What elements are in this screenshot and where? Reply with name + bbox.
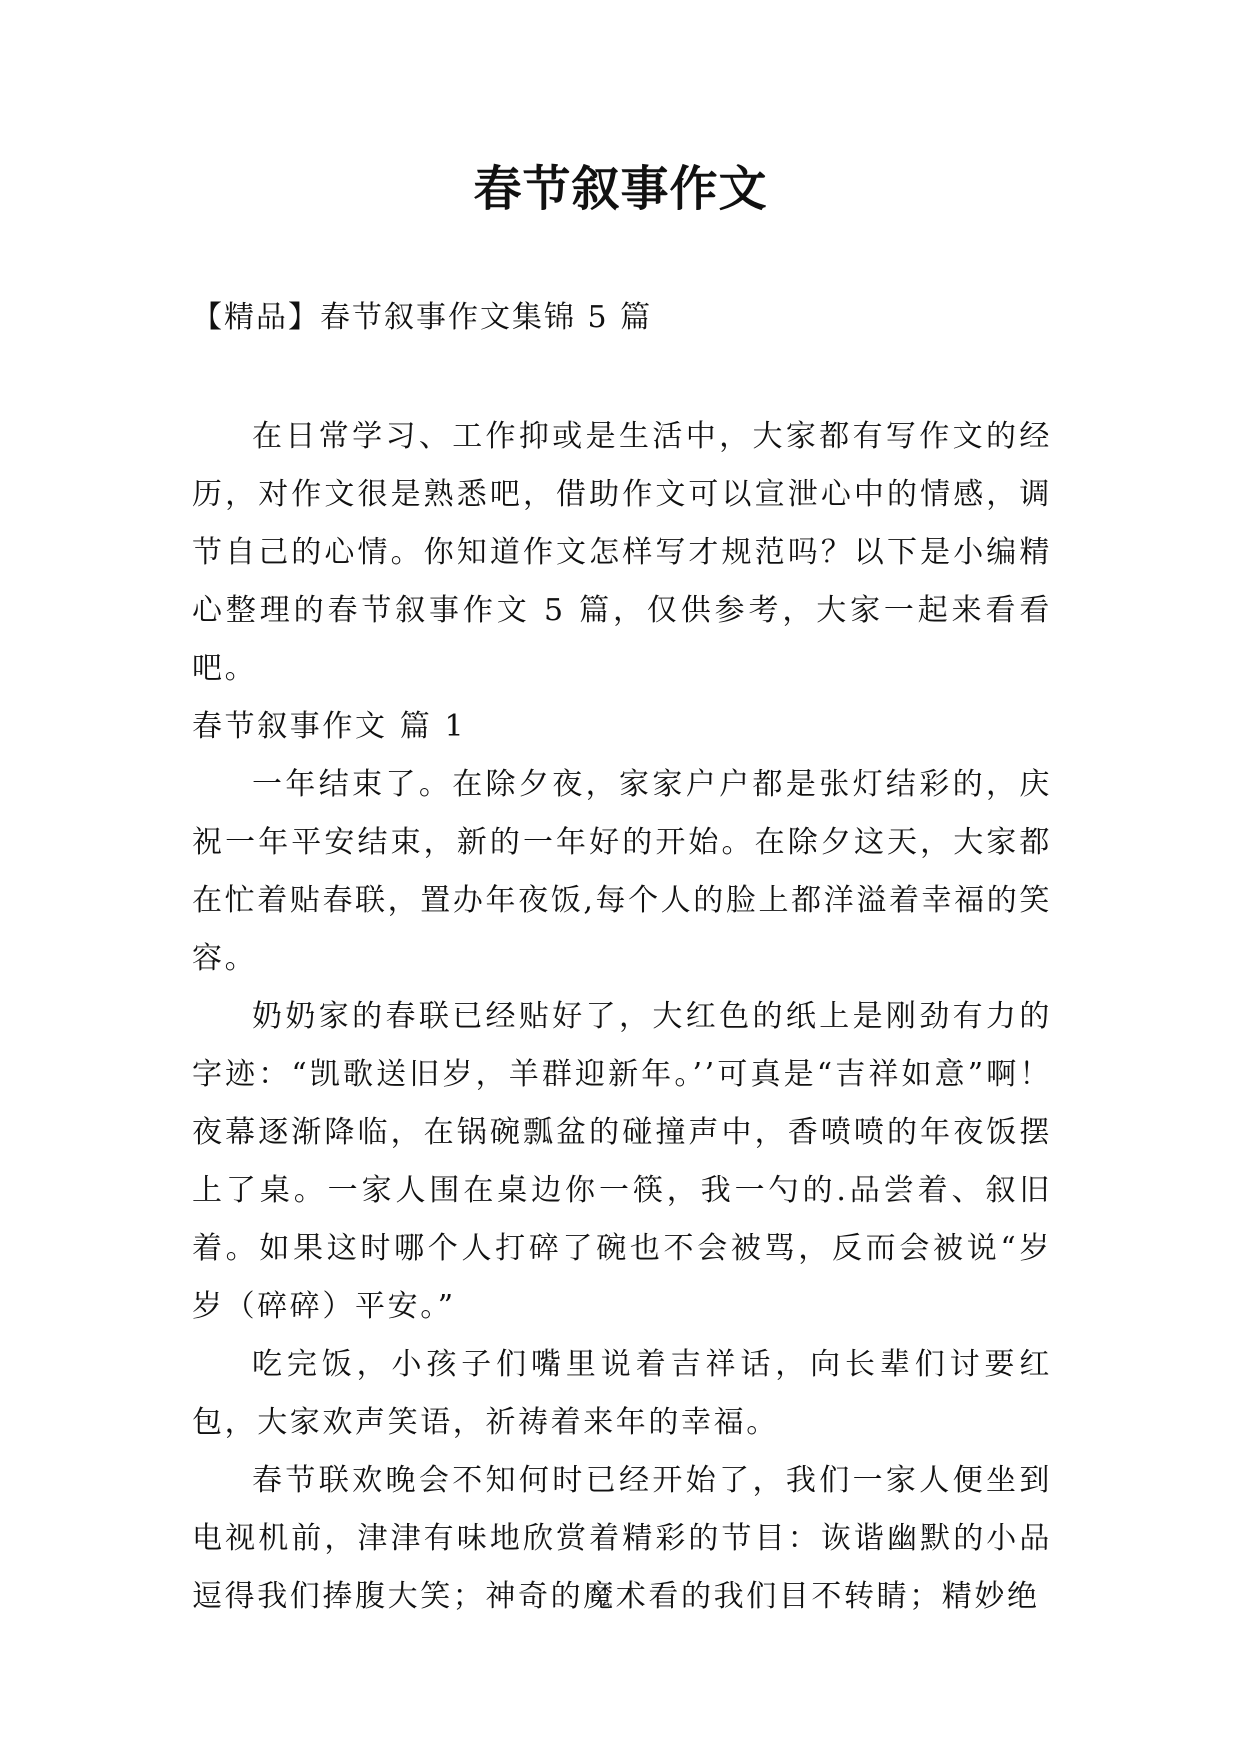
document-title: 春节叙事作文 [473, 161, 768, 217]
section-heading: 春节叙事作文 篇 1 [192, 709, 467, 744]
body-paragraph: 一年结束了。在除夕夜，家家户户都是张灯结彩的，庆祝一年平安结束，新的一年好的开始。在除夕这天，大家都在忙着贴春联，置办年夜饭,每个人的脸上都洋溢着幸福的笑容。 [192, 767, 1052, 976]
body-paragraph: 奶奶家的春联已经贴好了，大红色的纸上是刚劲有力的字迹：“凯歌送旧岁，羊群迎新年。’’可真是“吉祥如意”啊！夜幕逐渐降临，在锅碗瓢盆的碰撞声中，香喷喷的年夜饭摆上了桌。一家人围在桌边你一筷，我一勺的.品尝着、叙旧着。如果这时哪个人打碎了碗也不会被骂，反而会被说“岁岁（碎碎）平安。” [192, 999, 1052, 1324]
body-paragraph: 春节联欢晚会不知何时已经开始了，我们一家人便坐到电视机前，津津有味地欣赏着精彩的节目：诙谐幽默的小品逗得我们捧腹大笑；神奇的魔术看的我们目不转睛；精妙绝 [192, 1463, 1052, 1614]
document-body [192, 408, 1052, 1626]
body-paragraph: 吃完饭，小孩子们嘴里说着吉祥话，向长辈们讨要红包，大家欢声笑语，祈祷着来年的幸福。 [192, 1347, 1052, 1440]
intro-paragraph: 在日常学习、工作抑或是生活中，大家都有写作文的经历，对作文很是熟悉吧，借助作文可以宣泄心中的情感，调节自己的心情。你知道作文怎样写才规范吗？以下是小编精心整理的春节叙事作文 5 篇，仅供参考，大家一起来看看吧。 [192, 419, 1052, 686]
document-subtitle: 【精品】春节叙事作文集锦 5 篇 [192, 300, 653, 335]
